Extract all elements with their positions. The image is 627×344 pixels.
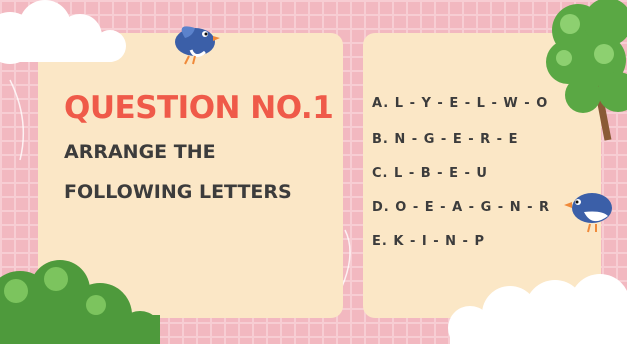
- option-b: B. N - G - E - R - E: [372, 132, 519, 147]
- question-title: QUESTION NO.1: [64, 90, 334, 126]
- option-e: E. K - I - N - P: [372, 234, 486, 249]
- option-c: C. L - B - E - U: [372, 166, 488, 181]
- tree-icon: [538, 0, 627, 145]
- bird-icon: [562, 182, 620, 234]
- instruction-line-2: FOLLOWING LETTERS: [64, 181, 292, 203]
- tree-icon: [0, 245, 160, 344]
- bird-icon: [165, 16, 221, 66]
- cloud-icon: [0, 0, 150, 70]
- instruction-line-1: ARRANGE THE: [64, 141, 216, 163]
- cloud-icon: [440, 270, 627, 344]
- option-a: A. L - Y - E - L - W - O: [372, 96, 549, 111]
- option-d: D. O - E - A - G - N - R: [372, 200, 551, 215]
